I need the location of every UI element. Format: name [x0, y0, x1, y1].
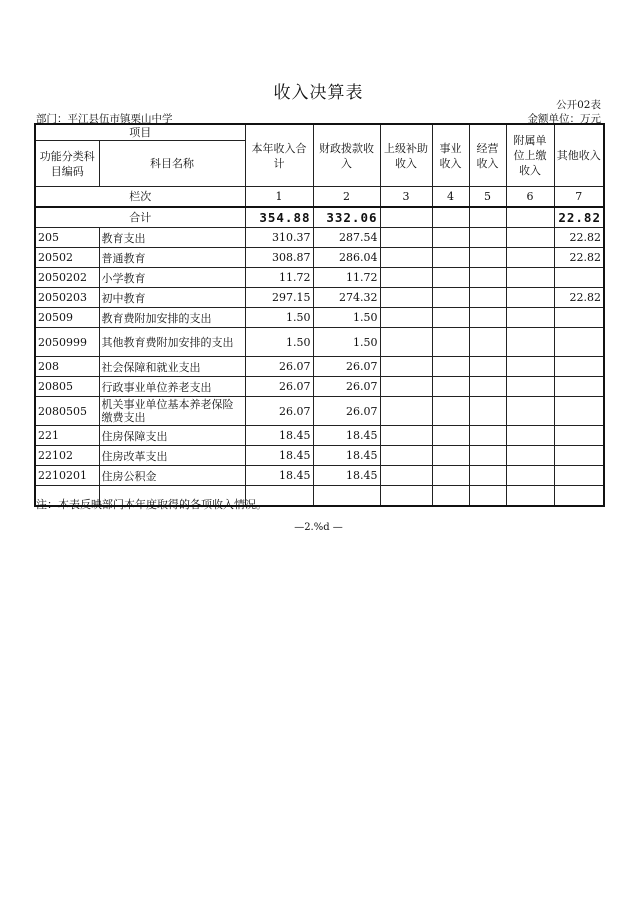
amount-cell [380, 397, 432, 426]
amount-cell: 297.15 [245, 288, 313, 308]
header-col-4: 事业收入 [432, 124, 469, 187]
amount-cell [432, 328, 469, 357]
amount-cell [432, 446, 469, 466]
subject-name: 机关事业单位基本养老保险缴费支出 [99, 397, 245, 426]
header-col-1: 本年收入合计 [245, 124, 313, 187]
amount-cell [554, 446, 604, 466]
amount-cell [380, 377, 432, 397]
amount-cell [554, 426, 604, 446]
column-number: 5 [469, 187, 506, 208]
amount-cell: 1.50 [313, 328, 380, 357]
subject-code: 20509 [35, 308, 99, 328]
amount-cell [380, 288, 432, 308]
amount-cell [432, 357, 469, 377]
header-code: 功能分类科目编码 [35, 141, 99, 187]
amount-cell: 18.45 [245, 426, 313, 446]
amount-cell [380, 248, 432, 268]
amount-cell [506, 357, 554, 377]
amount-cell [432, 466, 469, 486]
amount-cell [469, 308, 506, 328]
amount-unit: 金额单位：万元 [527, 113, 601, 125]
header-col-6: 附属单位上缴收入 [506, 124, 554, 187]
amount-cell: 26.07 [245, 377, 313, 397]
amount-cell: 26.07 [245, 397, 313, 426]
amount-cell [506, 228, 554, 248]
amount-cell [469, 397, 506, 426]
amount-cell [506, 288, 554, 308]
subject-name: 其他教育费附加安排的支出 [99, 328, 245, 357]
amount-cell [554, 486, 604, 507]
amount-cell: 18.45 [313, 446, 380, 466]
table-row [35, 377, 604, 397]
amount-cell [380, 446, 432, 466]
amount-cell: 18.45 [245, 466, 313, 486]
subject-name: 普通教育 [99, 248, 245, 268]
amount-cell [469, 486, 506, 507]
amount-cell [554, 308, 604, 328]
amount-cell [380, 357, 432, 377]
amount-cell: 18.45 [245, 446, 313, 466]
table-row [35, 397, 604, 426]
column-number: 7 [554, 187, 604, 208]
amount-cell [554, 397, 604, 426]
form-number: 公开02表 [556, 99, 601, 111]
amount-cell [469, 268, 506, 288]
amount-cell: 22.82 [554, 228, 604, 248]
amount-cell: 11.72 [313, 268, 380, 288]
subject-code: 2080505 [35, 397, 99, 426]
total-value: 354.88 [245, 207, 313, 228]
amount-cell [380, 268, 432, 288]
amount-cell [506, 397, 554, 426]
total-value: 22.82 [554, 207, 604, 228]
header-col-2: 财政拨款收入 [313, 124, 380, 187]
amount-cell [469, 466, 506, 486]
total-value: 332.06 [313, 207, 380, 228]
subject-name: 住房改革支出 [99, 446, 245, 466]
amount-cell: 287.54 [313, 228, 380, 248]
amount-cell [380, 308, 432, 328]
amount-cell [554, 466, 604, 486]
amount-cell [469, 328, 506, 357]
amount-cell [432, 377, 469, 397]
header-col-7: 其他收入 [554, 124, 604, 187]
total-value [506, 207, 554, 228]
header-item: 项目 [35, 124, 245, 141]
column-number: 6 [506, 187, 554, 208]
amount-cell: 310.37 [245, 228, 313, 248]
table-row [35, 446, 604, 466]
subject-code: 221 [35, 426, 99, 446]
subject-code: 2210201 [35, 466, 99, 486]
total-value [380, 207, 432, 228]
subject-name: 社会保障和就业支出 [99, 357, 245, 377]
header-name: 科目名称 [99, 141, 245, 187]
amount-cell [506, 328, 554, 357]
amount-cell [380, 328, 432, 357]
subject-code: 2050203 [35, 288, 99, 308]
amount-cell [506, 426, 554, 446]
amount-cell [380, 228, 432, 248]
table-row [35, 466, 604, 486]
amount-cell [432, 486, 469, 507]
column-number: 2 [313, 187, 380, 208]
amount-cell: 26.07 [313, 397, 380, 426]
subject-code: 22102 [35, 446, 99, 466]
subject-name: 住房保障支出 [99, 426, 245, 446]
total-value [432, 207, 469, 228]
page-title: 收入决算表 [273, 83, 364, 103]
header-col-3: 上级补助收入 [380, 124, 432, 187]
amount-cell: 26.07 [245, 357, 313, 377]
amount-cell: 1.50 [245, 328, 313, 357]
amount-cell [432, 308, 469, 328]
table-row [35, 268, 604, 288]
amount-cell [506, 268, 554, 288]
row-index-label: 栏次 [35, 187, 245, 208]
amount-cell: 22.82 [554, 248, 604, 268]
column-number: 4 [432, 187, 469, 208]
subject-name: 初中教育 [99, 288, 245, 308]
amount-cell [432, 397, 469, 426]
amount-cell [313, 486, 380, 507]
amount-cell [380, 466, 432, 486]
amount-cell [554, 357, 604, 377]
table-row [35, 426, 604, 446]
table-note: 注：本表反映部门本年度取得的各项收入情况。 [36, 498, 267, 511]
amount-cell [432, 288, 469, 308]
table-row [35, 357, 604, 377]
amount-cell: 26.07 [313, 357, 380, 377]
table-row [35, 288, 604, 308]
header-col-5: 经营收入 [469, 124, 506, 187]
amount-cell [506, 377, 554, 397]
department: 部门：平江县伍市镇栗山中学 [36, 113, 173, 125]
amount-cell: 1.50 [245, 308, 313, 328]
amount-cell [506, 446, 554, 466]
subject-name: 住房公积金 [99, 466, 245, 486]
subject-name: 教育费附加安排的支出 [99, 308, 245, 328]
amount-cell [469, 228, 506, 248]
subject-name: 教育支出 [99, 228, 245, 248]
amount-cell: 308.87 [245, 248, 313, 268]
subject-code: 208 [35, 357, 99, 377]
table-row [35, 328, 604, 357]
table-row [35, 228, 604, 248]
subject-code: 2050999 [35, 328, 99, 357]
amount-cell [469, 446, 506, 466]
amount-cell [554, 377, 604, 397]
amount-cell [506, 308, 554, 328]
column-number: 1 [245, 187, 313, 208]
table-row [35, 248, 604, 268]
income-table [34, 123, 605, 507]
amount-cell: 274.32 [313, 288, 380, 308]
amount-cell [506, 466, 554, 486]
amount-cell [380, 426, 432, 446]
amount-cell [554, 328, 604, 357]
amount-cell [380, 486, 432, 507]
amount-cell [506, 486, 554, 507]
amount-cell [432, 426, 469, 446]
subject-name: 小学教育 [99, 268, 245, 288]
amount-cell [432, 268, 469, 288]
amount-cell [469, 357, 506, 377]
total-value [469, 207, 506, 228]
amount-cell: 11.72 [245, 268, 313, 288]
amount-cell [554, 268, 604, 288]
amount-cell [469, 377, 506, 397]
amount-cell: 26.07 [313, 377, 380, 397]
amount-cell [469, 288, 506, 308]
amount-cell: 286.04 [313, 248, 380, 268]
amount-cell: 18.45 [313, 426, 380, 446]
total-label: 合计 [35, 207, 245, 228]
amount-cell [432, 228, 469, 248]
subject-code: 205 [35, 228, 99, 248]
column-number: 3 [380, 187, 432, 208]
amount-cell: 18.45 [313, 466, 380, 486]
page-number: —2.%d — [294, 522, 343, 533]
amount-cell: 1.50 [313, 308, 380, 328]
amount-cell [432, 248, 469, 268]
amount-cell [469, 426, 506, 446]
subject-code: 2050202 [35, 268, 99, 288]
subject-code: 20805 [35, 377, 99, 397]
subject-name: 行政事业单位养老支出 [99, 377, 245, 397]
amount-cell: 22.82 [554, 288, 604, 308]
amount-cell [506, 248, 554, 268]
subject-code: 20502 [35, 248, 99, 268]
amount-cell [469, 248, 506, 268]
table-row [35, 308, 604, 328]
